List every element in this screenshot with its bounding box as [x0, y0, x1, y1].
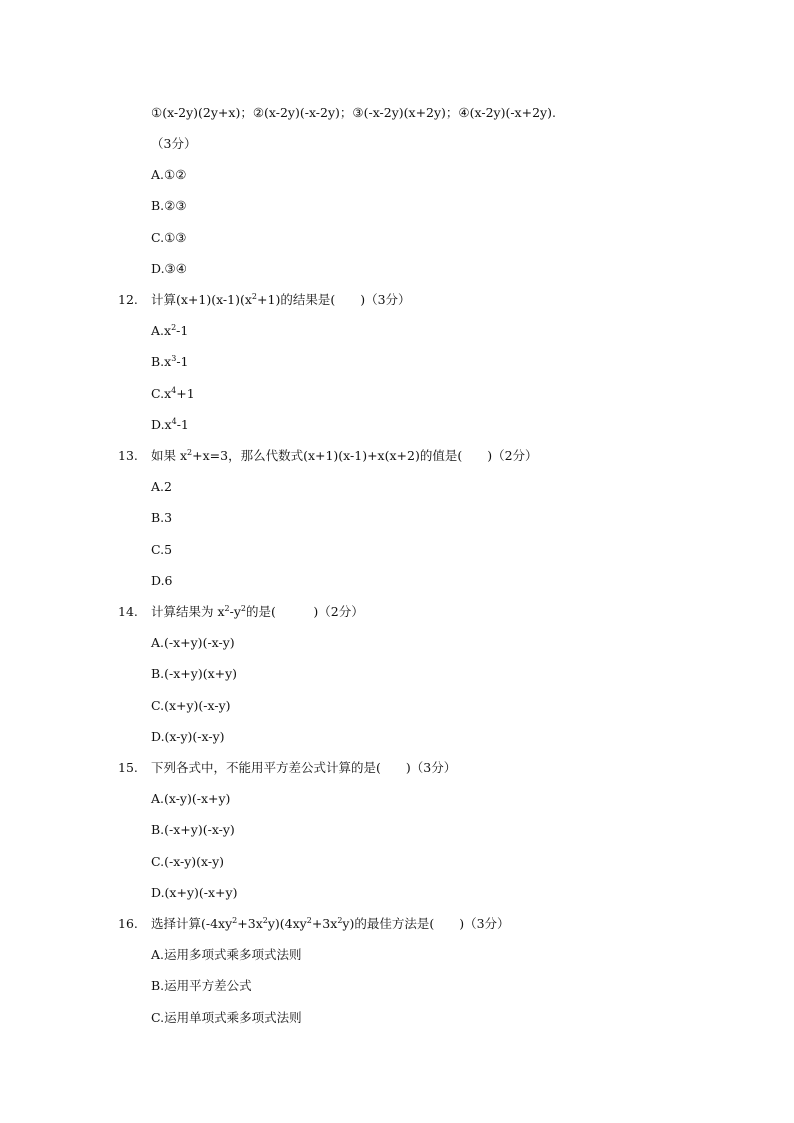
q16-option-b: B.运用平方差公式	[151, 978, 252, 993]
q15-option-b: B.(-x+y)(-x-y)	[151, 822, 235, 837]
q12-stem: 计算$(x+1)(x-1)(x^2+1)$的结果是( )（3分）	[151, 292, 411, 307]
q15-number: 15.	[118, 760, 138, 775]
q13-option-b: B.3	[151, 510, 173, 525]
q12-option-c: $C.x^4+1$	[151, 386, 195, 401]
q15-option-d: D.(x+y)(-x+y)	[151, 885, 238, 900]
q14-option-c: C.(x+y)(-x-y)	[151, 698, 231, 713]
q14-stem: 计算结果为 $x^2-y^2$的是( )（2分）	[151, 604, 364, 619]
q11-stem-line1: ①(x-2y)(2y+x)；②(x-2y)(-x-2y)；③(-x-2y)(x+2y)；④(x-2y)(-x+2y).	[151, 105, 556, 120]
q13-option-d: D.6	[151, 573, 173, 588]
q16-option-a: A.运用多项式乘多项式法则	[151, 947, 302, 962]
q14-option-b: B.(-x+y)(x+y)	[151, 666, 238, 681]
q13-stem: 如果 $x^2+x=3$，那么代数式(x+1)(x-1)+x(x+2)的值是( )（2分）	[151, 448, 538, 463]
q16-stem: 选择计算$(-4xy^2+3x^2y)(4xy^2+3x^2y)$的最佳方法是( )（3分）	[151, 916, 510, 931]
q11-score: （3分）	[151, 136, 197, 151]
q12-option-b: $B.x^3-1$	[151, 354, 189, 369]
q15-stem: 下列各式中，不能用平方差公式计算的是( )（3分）	[151, 760, 457, 775]
q12-option-a: $A.x^2-1$	[151, 323, 189, 338]
q13-option-c: C.5	[151, 542, 173, 557]
q11-option-a: A.①②	[151, 167, 187, 182]
q14-number: 14.	[118, 604, 138, 619]
q12-option-d: $D.x^4-1$	[151, 417, 189, 432]
q13-number: 13.	[118, 448, 138, 463]
q13-option-a: A.2	[151, 479, 172, 494]
q15-option-a: A.(x-y)(-x+y)	[151, 791, 231, 806]
q14-option-a: A.(-x+y)(-x-y)	[151, 635, 235, 650]
q12-number: 12.	[118, 292, 138, 307]
q14-option-d: D.(x-y)(-x-y)	[151, 729, 225, 744]
q11-option-b: B.②③	[151, 198, 187, 213]
q16-option-c: C.运用单项式乘多项式法则	[151, 1010, 302, 1025]
q15-option-c: C.(-x-y)(x-y)	[151, 854, 225, 869]
q11-option-c: C.①③	[151, 230, 187, 245]
q16-number: 16.	[118, 916, 138, 931]
q11-option-d: D.③④	[151, 261, 187, 276]
